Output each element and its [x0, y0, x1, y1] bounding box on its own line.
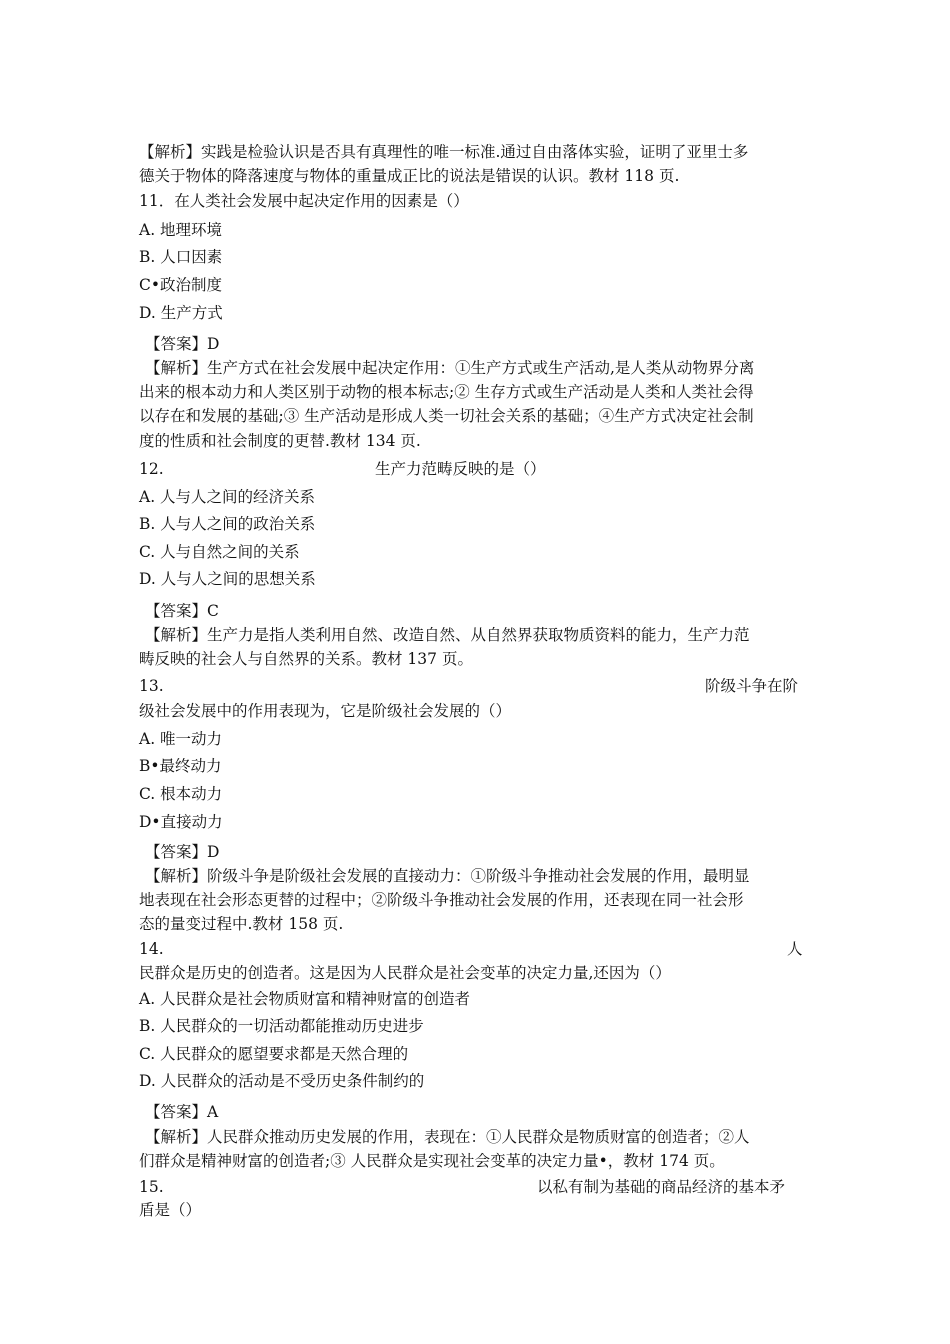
- explanation-10-line-1: 【解析】实践是检验认识是否具有真理性的唯一标准.通过自由落体实验，证明了亚里士多: [139, 143, 749, 161]
- question-11-option-c: C•政治制度: [139, 276, 223, 294]
- question-14-text: 人: [787, 940, 803, 958]
- explanation-11-line-2: 出来的根本动力和人类区别于动物的根本标志;② 生存方式或生产活动是人类和人类社会得: [139, 383, 754, 401]
- question-13-text-cont: 级社会发展中的作用表现为，它是阶级社会发展的（）: [139, 702, 512, 720]
- explanation-12-line-2: 畴反映的社会人与自然界的关系。教材 137 页。: [139, 650, 473, 668]
- question-13-option-c: C. 根本动力: [139, 785, 223, 803]
- explanation-13-line-1: 【解析】阶级斗争是阶级社会发展的直接动力：①阶级斗争推动社会发展的作用，最明显: [145, 867, 750, 885]
- explanation-11-line-3: 以存在和发展的基础;③ 生产活动是形成人类一切社会关系的基础；④生产方式决定社会制: [139, 407, 754, 425]
- question-11-option-b: B. 人口因素: [139, 248, 223, 266]
- answer-13: 【答案】D: [145, 843, 220, 861]
- answer-12: 【答案】C: [145, 602, 219, 620]
- question-13-option-b: B•最终动力: [139, 757, 222, 775]
- explanation-11-line-4: 度的性质和社会制度的更替.教材 134 页.: [139, 432, 421, 450]
- question-13-text: 阶级斗争在阶: [705, 677, 799, 695]
- question-11-option-d: D. 生产方式: [139, 304, 223, 322]
- question-12-option-b: B. 人与人之间的政治关系: [139, 515, 316, 533]
- question-11: 11．在人类社会发展中起决定作用的因素是（）: [139, 192, 469, 210]
- question-14-option-d: D. 人民群众的活动是不受历史条件制约的: [139, 1072, 425, 1090]
- question-15-number: 15.: [139, 1178, 164, 1196]
- question-11-option-a: A. 地理环境: [139, 221, 223, 239]
- question-14-option-a: A. 人民群众是社会物质财富和精神财富的创造者: [139, 990, 471, 1008]
- question-13-number: 13.: [139, 677, 164, 695]
- question-12-number: 12.: [139, 460, 164, 478]
- question-15-text: 以私有制为基础的商品经济的基本矛: [537, 1178, 786, 1196]
- question-14-option-c: C. 人民群众的愿望要求都是天然合理的: [139, 1045, 409, 1063]
- question-12-option-c: C. 人与自然之间的关系: [139, 543, 300, 561]
- answer-11: 【答案】D: [145, 335, 220, 353]
- explanation-13-line-3: 态的量变过程中.教材 158 页.: [139, 915, 344, 933]
- answer-14: 【答案】A: [145, 1103, 219, 1121]
- explanation-14-line-2: 们群众是精神财富的创造者;③ 人民群众是实现社会变革的决定力量•，教材 174 页。: [139, 1152, 725, 1170]
- question-15-text-cont: 盾是（）: [139, 1201, 202, 1219]
- question-14-number: 14.: [139, 940, 164, 958]
- question-12-option-d: D. 人与人之间的思想关系: [139, 570, 316, 588]
- explanation-14-line-1: 【解析】人民群众推动历史发展的作用，表现在：①人民群众是物质财富的创造者；②人: [145, 1128, 750, 1146]
- question-14-text-cont: 民群众是历史的创造者。这是因为人民群众是社会变革的决定力量,还因为（）: [139, 964, 671, 982]
- question-12-text: 生产力范畴反映的是（）: [375, 460, 546, 478]
- explanation-10-line-2: 德关于物体的降落速度与物体的重量成正比的说法是错误的认识。教材 118 页.: [139, 167, 680, 185]
- question-13-option-a: A. 唯一动力: [139, 730, 223, 748]
- explanation-13-line-2: 地表现在社会形态更替的过程中；②阶级斗争推动社会发展的作用，还表现在同一社会形: [139, 891, 744, 909]
- question-13-option-d: D•直接动力: [139, 813, 223, 831]
- question-14-option-b: B. 人民群众的一切活动都能推动历史进步: [139, 1017, 424, 1035]
- explanation-12-line-1: 【解析】生产力是指人类利用自然、改造自然、从自然界获取物质资料的能力，生产力范: [145, 626, 750, 644]
- question-12-option-a: A. 人与人之间的经济关系: [139, 488, 316, 506]
- explanation-11-line-1: 【解析】生产方式在社会发展中起决定作用：①生产方式或生产活动,是人类从动物界分离: [145, 359, 755, 377]
